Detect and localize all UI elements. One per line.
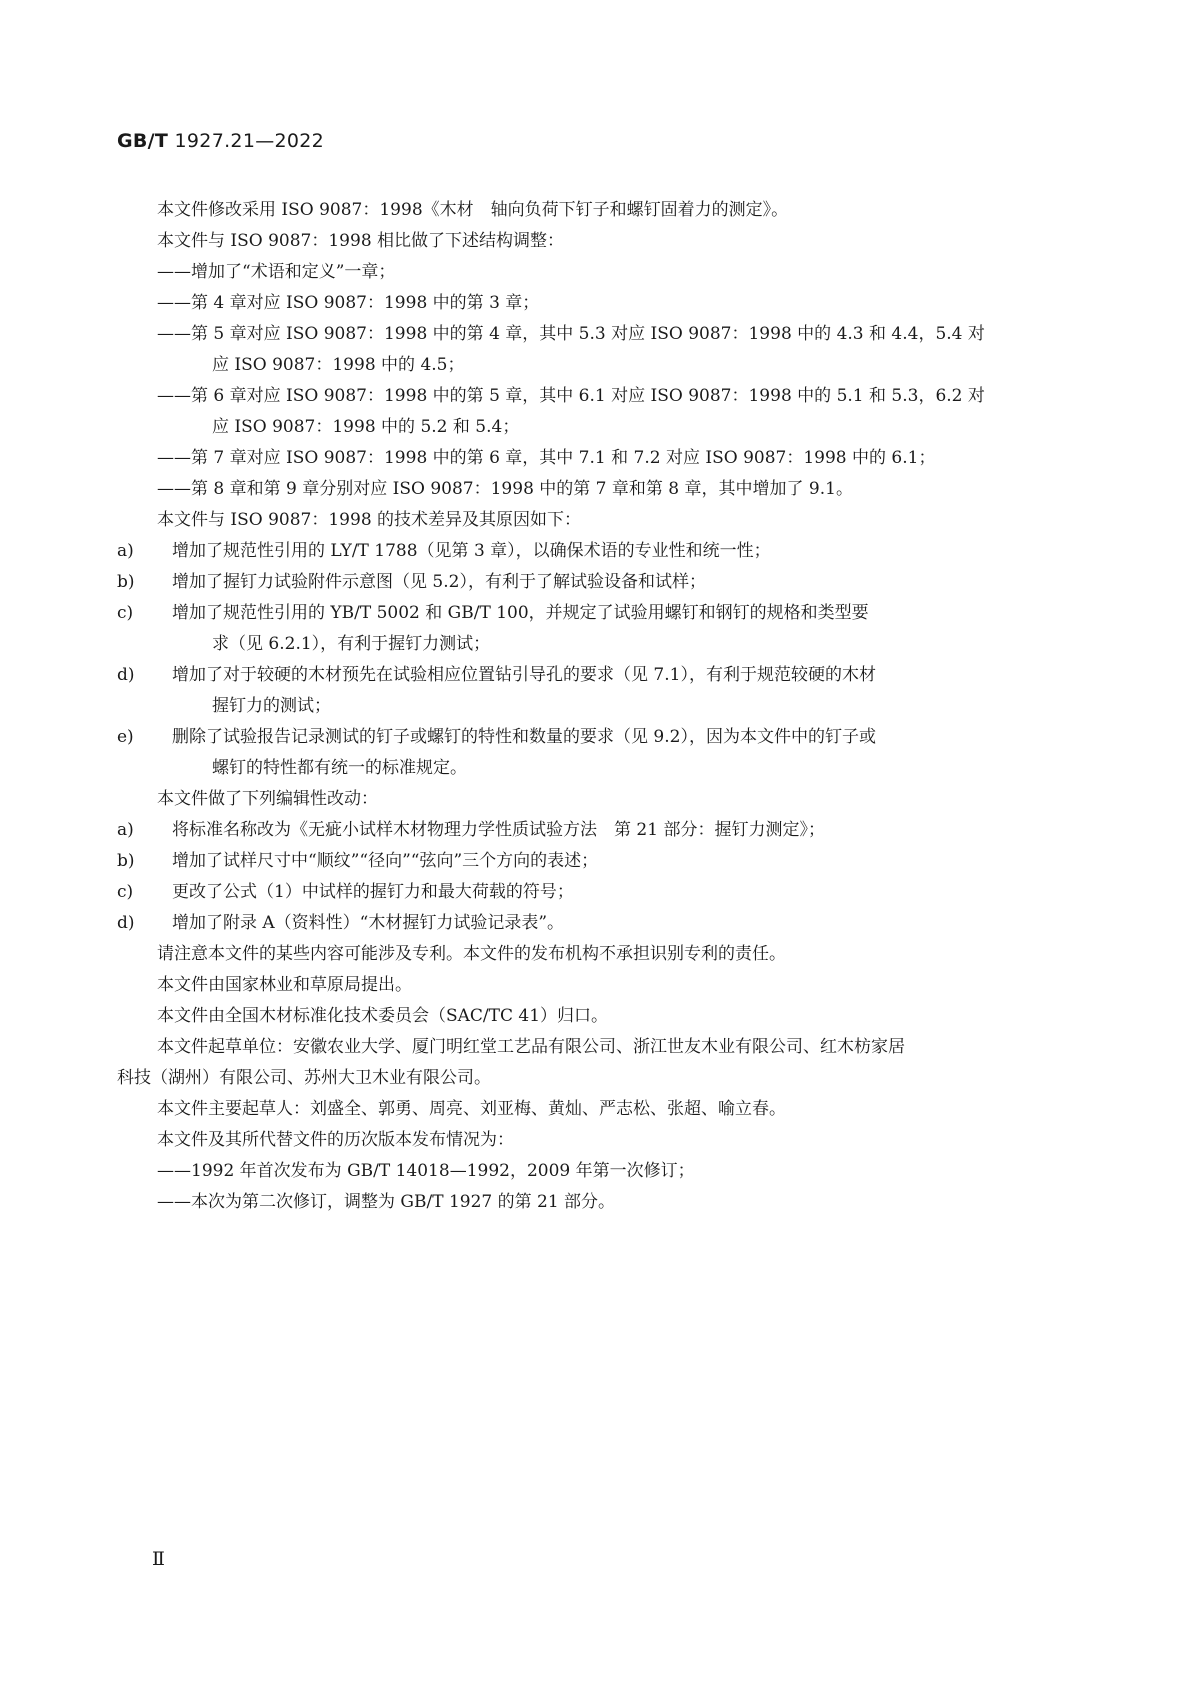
dash-item: ——第 7 章对应 ISO 9087：1998 中的第 6 章，其中 7.1 和 7.2 对应 ISO 9087：1998 中的 6.1； bbox=[157, 448, 936, 468]
list-item bbox=[117, 536, 1057, 567]
list-item-text: 将标准名称改为《无疵小试样木材物理力学性质试验方法 第 21 部分：握钉力测定》； bbox=[172, 820, 825, 840]
list-marker: c) bbox=[117, 882, 134, 902]
list-item-text: 增加了对于较硬的木材预先在试验相应位置钻引导孔的要求（见 7.1），有利于规范较硬的木材 bbox=[172, 665, 876, 685]
page-number: Ⅱ bbox=[152, 1548, 165, 1570]
list-item bbox=[117, 722, 1057, 753]
list-marker: a) bbox=[117, 541, 134, 561]
dash-item: ——第 4 章对应 ISO 9087：1998 中的第 3 章； bbox=[157, 293, 540, 313]
list-marker: e) bbox=[117, 727, 134, 747]
list-item bbox=[117, 877, 1057, 908]
list-item-continuation: 螺钉的特性都有统一的标准规定。 bbox=[212, 758, 467, 778]
list-item-text: 删除了试验报告记录测试的钉子或螺钉的特性和数量的要求（见 9.2），因为本文件中的钉子或 bbox=[172, 727, 876, 747]
list-item-text: 增加了握钉力试验附件示意图（见 5.2），有利于了解试验设备和试样； bbox=[172, 572, 706, 592]
paragraph-drafters: 本文件主要起草人：刘盛全、郭勇、周亮、刘亚梅、黄灿、严志松、张超、喻立春。 bbox=[157, 1099, 786, 1119]
list-item-text: 增加了规范性引用的 YB/T 5002 和 GB/T 100，并规定了试验用螺钉和钢钉的规格和类型要 bbox=[172, 603, 869, 623]
standard-prefix: GB/T bbox=[117, 130, 169, 152]
dash-item: ——1992 年首次发布为 GB/T 14018—1992，2009 年第一次修订； bbox=[157, 1161, 695, 1181]
dash-item-continuation: 应 ISO 9087：1998 中的 4.5； bbox=[212, 355, 465, 375]
list-item-text: 更改了公式（1）中试样的握钉力和最大荷载的符号； bbox=[172, 882, 574, 902]
paragraph-technical-differences: 本文件与 ISO 9087：1998 的技术差异及其原因如下： bbox=[157, 510, 582, 530]
list-item-text: 增加了试样尺寸中“顺纹”“径向”“弦向”三个方向的表述； bbox=[172, 851, 599, 871]
list-marker: b) bbox=[117, 572, 135, 592]
list-item bbox=[117, 846, 1057, 877]
paragraph-patent-notice: 请注意本文件的某些内容可能涉及专利。本文件的发布机构不承担识别专利的责任。 bbox=[157, 944, 786, 964]
paragraph-adoption: 本文件修改采用 ISO 9087：1998《木材 轴向负荷下钉子和螺钉固着力的测定》。 bbox=[157, 200, 789, 220]
paragraph-continuation: 科技（湖州）有限公司、苏州大卫木业有限公司。 bbox=[117, 1068, 491, 1088]
list-item-text: 增加了规范性引用的 LY/T 1788（见第 3 章），以确保术语的专业性和统一性； bbox=[172, 541, 771, 561]
list-marker: d) bbox=[117, 665, 135, 685]
paragraph-structure-intro: 本文件与 ISO 9087：1998 相比做了下述结构调整： bbox=[157, 231, 565, 251]
dash-item: ——第 6 章对应 ISO 9087：1998 中的第 5 章，其中 6.1 对应 ISO 9087：1998 中的 5.1 和 5.3，6.2 对 bbox=[157, 386, 985, 406]
dash-item: ——增加了“术语和定义”一章； bbox=[157, 262, 396, 282]
list-item bbox=[117, 567, 1057, 598]
list-item bbox=[117, 815, 1057, 846]
list-item-continuation: 求（见 6.2.1），有利于握钉力测试； bbox=[212, 634, 491, 654]
paragraph-editorial-changes: 本文件做了下列编辑性改动： bbox=[157, 789, 378, 809]
foreword-body bbox=[117, 195, 1057, 1218]
dash-item: ——第 5 章对应 ISO 9087：1998 中的第 4 章，其中 5.3 对应 ISO 9087：1998 中的 4.3 和 4.4，5.4 对 bbox=[157, 324, 985, 344]
document-header bbox=[117, 130, 324, 152]
list-item-continuation: 握钉力的测试； bbox=[212, 696, 331, 716]
list-marker: d) bbox=[117, 913, 135, 933]
list-item bbox=[117, 660, 1057, 691]
paragraph-proposer: 本文件由国家林业和草原局提出。 bbox=[157, 975, 412, 995]
list-marker: b) bbox=[117, 851, 135, 871]
list-marker: a) bbox=[117, 820, 134, 840]
standard-number: 1927.21—2022 bbox=[174, 130, 325, 152]
paragraph-drafting-units: 本文件起草单位：安徽农业大学、厦门明红堂工艺品有限公司、浙江世友木业有限公司、红木枋家居 bbox=[157, 1037, 905, 1057]
dash-item-continuation: 应 ISO 9087：1998 中的 5.2 和 5.4； bbox=[212, 417, 520, 437]
list-marker: c) bbox=[117, 603, 134, 623]
list-item bbox=[117, 908, 1057, 939]
paragraph-version-history: 本文件及其所代替文件的历次版本发布情况为： bbox=[157, 1130, 514, 1150]
list-item bbox=[117, 598, 1057, 629]
dash-item: ——本次为第二次修订，调整为 GB/T 1927 的第 21 部分。 bbox=[157, 1192, 616, 1212]
paragraph-committee: 本文件由全国木材标准化技术委员会（SAC/TC 41）归口。 bbox=[157, 1006, 609, 1026]
dash-item: ——第 8 章和第 9 章分别对应 ISO 9087：1998 中的第 7 章和第 8 章，其中增加了 9.1。 bbox=[157, 479, 853, 499]
list-item-text: 增加了附录 A（资料性）“木材握钉力试验记录表”。 bbox=[172, 913, 565, 933]
